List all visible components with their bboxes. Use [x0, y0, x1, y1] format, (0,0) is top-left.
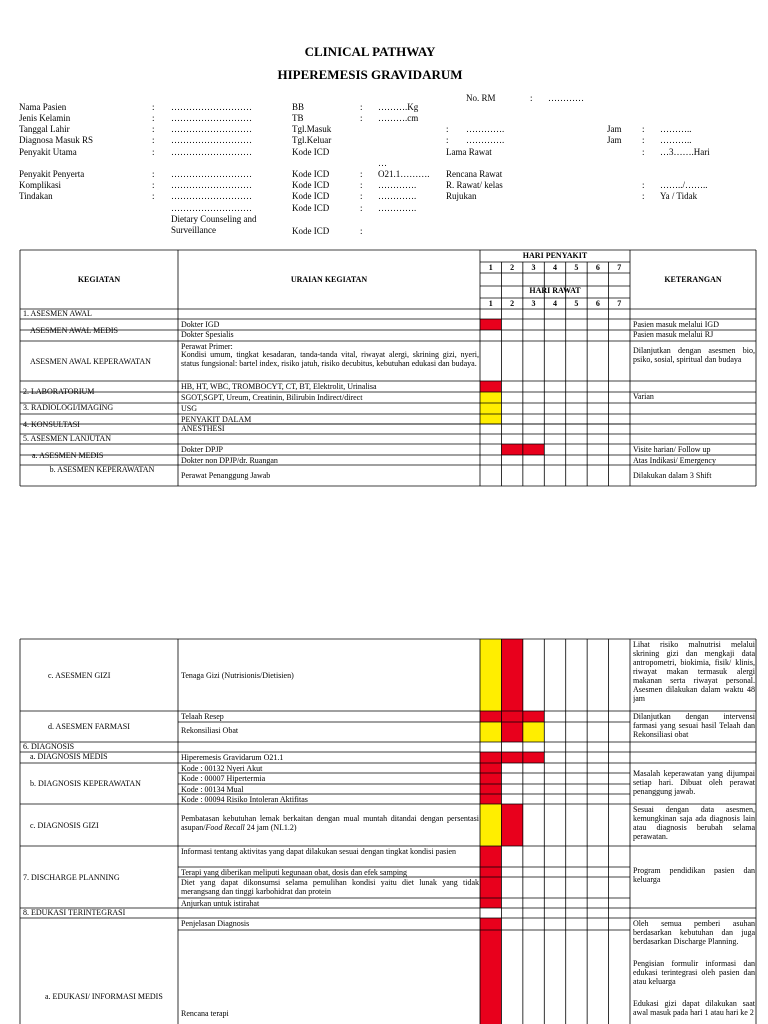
kegiatan-label: 2. LABORATORIUM	[23, 386, 95, 396]
patient-label: Diagnosa Masuk RS	[19, 135, 93, 145]
value-dots: ………………………	[171, 191, 252, 201]
uraian-text: Rencana terapi	[181, 1009, 229, 1018]
value-dots: ………………………	[171, 180, 252, 190]
value-dots: ………………………	[171, 135, 252, 145]
day-cell-red	[480, 319, 501, 330]
colon: :	[152, 102, 155, 112]
uraian-text: USG	[181, 404, 198, 413]
colon: :	[360, 169, 363, 179]
colon: :	[446, 135, 449, 145]
kode-icd-last-label: Kode ICD	[292, 226, 330, 236]
day-cell-red	[480, 752, 501, 763]
rm-value: …………	[548, 93, 584, 103]
kode-icd-last-colon: :	[360, 226, 363, 236]
kegiatan-label: 5. ASESMEN LANJUTAN	[23, 434, 112, 443]
r-rawat-label: R. Rawat/ kelas	[446, 180, 503, 190]
keterangan-text: Dilakukan dalam 3 Shift	[633, 471, 712, 480]
uraian-text: HB, HT, WBC, TROMBOCYT, CT, BT, Elektrolit, Urinalisa	[181, 382, 377, 391]
value-dots: ………….	[466, 124, 505, 134]
value-dots: ………………………	[171, 102, 252, 112]
patient-label: Komplikasi	[19, 180, 61, 190]
uraian-text: Perawat Penanggung Jawab	[181, 471, 271, 480]
kode-icd-value: ………….	[378, 180, 417, 190]
patient-label: Jenis Kelamin	[19, 113, 71, 123]
patient-label: Tindakan	[19, 191, 53, 201]
kegiatan-label: a. DIAGNOSIS MEDIS	[30, 752, 108, 761]
day-cell-red	[480, 763, 501, 804]
day-cell-red	[501, 711, 522, 722]
day-number: 1	[488, 299, 493, 308]
dietary-line-1: Dietary Counseling and	[171, 214, 257, 224]
uraian-text: Dokter non DPJP/dr. Ruangan	[181, 456, 278, 465]
day-cell-yellow	[480, 639, 501, 711]
patient-label: Tanggal Lahir	[19, 124, 70, 134]
day-cell-red	[523, 752, 544, 763]
kegiatan-label: c. DIAGNOSIS GIZI	[30, 820, 99, 830]
uraian-text: ANESTHESI	[181, 424, 225, 433]
keterangan-text: Edukasi gizi dapat dilakukan saat awal masuk pada hari 1 atau hari ke 2	[633, 999, 755, 1017]
kegiatan-label: b. ASESMEN KEPERAWATAN	[49, 465, 155, 474]
mid-label: TB	[292, 113, 304, 123]
day-number: 4	[552, 299, 557, 308]
colon: :	[642, 147, 645, 157]
colon: :	[642, 180, 645, 190]
colon: :	[642, 124, 645, 134]
colon: :	[360, 180, 363, 190]
mid-label: Kode ICD	[292, 180, 330, 190]
kegiatan-label: d. ASESMEN FARMASI	[48, 722, 130, 731]
day-number: 2	[510, 263, 515, 272]
day-cell-red	[501, 444, 522, 455]
day-cell-yellow	[480, 414, 501, 424]
uraian-text: Informasi tentang aktivitas yang dapat dilakukan sesuai dengan tingkat kondisi pasien	[181, 847, 457, 856]
header-hari-penyakit: HARI PENYAKIT	[522, 251, 588, 260]
day-number: 5	[574, 299, 579, 308]
uraian-text: Hiperemesis Gravidarum O21.1	[181, 753, 284, 762]
rm-label: No. RM	[466, 93, 496, 103]
header-keterangan: KETERANGAN	[664, 275, 722, 284]
value-dots: ………….	[466, 135, 505, 145]
value-dots: ………………………	[171, 169, 252, 179]
jam-value: ………..	[660, 124, 692, 134]
colon: :	[152, 135, 155, 145]
uraian-text: SGOT,SGPT, Ureum, Creatinin, Bilirubin Indirect/direct	[181, 393, 363, 402]
day-cell-yellow	[480, 403, 501, 414]
day-cell-red	[501, 804, 522, 846]
keterangan-text: Visite harian/ Follow up	[633, 445, 711, 454]
kegiatan-label: c. ASESMEN GIZI	[48, 670, 111, 680]
day-cell-red	[501, 752, 522, 763]
day-cell-red	[480, 711, 501, 722]
keterangan-text: Program pendidikan pasien dan keluarga	[633, 866, 755, 884]
day-cell-yellow	[480, 804, 501, 846]
mid-label: Kode ICD	[292, 191, 330, 201]
day-number: 6	[595, 263, 600, 272]
header-hari-rawat: HARI RAWAT	[529, 286, 581, 295]
keterangan-text: Sesuai dengan data asesmen, kemungkinan saja ada diagnosis lain atau diagnosis berubah selama perawatan.	[633, 805, 755, 841]
value-dots: ………………………	[171, 124, 252, 134]
colon: :	[152, 191, 155, 201]
kegiatan-label: a. EDUKASI/ INFORMASI MEDIS	[45, 992, 163, 1001]
kegiatan-label: 6. DIAGNOSIS	[23, 742, 75, 751]
keterangan-text: Pengisian formulir informasi dan edukasi terintegrasi oleh pasien dan atau keluarga	[633, 959, 755, 986]
uraian-text: Pembatasan kebutuhan lemak berkaitan dengan mual muntah ditandai dengan persentasi asupan/Food Recall 24 jam (NI.1.2)	[181, 814, 479, 832]
mid-label: BB	[292, 102, 305, 112]
keterangan-text: Pasien masuk melalui RJ	[633, 330, 714, 339]
kode-icd-value: ………….	[378, 191, 417, 201]
lama-rawat-value: …3…….Hari	[660, 147, 710, 157]
jam-label: Jam	[607, 124, 622, 134]
colon: :	[360, 102, 363, 112]
page-subtitle: HIPEREMESIS GRAVIDARUM	[277, 67, 463, 82]
value-dots: ………………………	[171, 147, 252, 157]
uraian-text: Kode : 00007 Hipertermia	[181, 774, 266, 783]
kegiatan-label: ASESMEN AWAL KEPERAWATAN	[30, 356, 151, 366]
day-number: 2	[510, 299, 515, 308]
uraian-text: Perawat Primer:	[181, 342, 233, 351]
uraian-text: Kode : 00094 Risiko Intoleran Aktifitas	[181, 795, 308, 804]
mid-label: Kode ICD	[292, 203, 330, 213]
day-number: 1	[488, 263, 493, 272]
kegiatan-label: 8. EDUKASI TERINTEGRASI	[23, 908, 126, 917]
mid-value: ……….Kg	[378, 102, 419, 112]
uraian-text: Kode : 00134 Mual	[181, 785, 244, 794]
day-number: 5	[574, 263, 579, 272]
rencana-rawat-label: Rencana Rawat	[446, 169, 503, 179]
day-cell-yellow	[480, 722, 501, 742]
mid-label: Tgl.Masuk	[292, 124, 332, 134]
colon: :	[152, 113, 155, 123]
day-cell-red	[501, 639, 522, 711]
uraian-text: Kode : 00132 Nyeri Akut	[181, 764, 263, 773]
day-cell-yellow	[480, 392, 501, 403]
day-number: 7	[617, 263, 622, 272]
kegiatan-label: 7. DISCHARGE PLANNING	[23, 872, 120, 882]
colon: :	[642, 135, 645, 145]
uraian-text: Diet yang dapat dikonsumsi selama pemulihan kondisi yaitu diet lunak yang tidak merangsang dan tinggi karbohidrat dan protein	[181, 878, 479, 896]
rujukan-value: Ya / Tidak	[660, 191, 698, 201]
jam-value: ………..	[660, 135, 692, 145]
uraian-text: Terapi yang diberikan meliputi kegunaan obat, dosis dan efek samping	[181, 868, 408, 877]
uraian-text: Dokter Spesialis	[181, 330, 234, 339]
uraian-text: Dokter IGD	[181, 320, 220, 329]
keterangan-text: Varian	[633, 392, 654, 401]
uraian-text: Anjurkan untuk istirahat	[181, 899, 260, 908]
kegiatan-label: 3. RADIOLOGI/IMAGING	[23, 403, 114, 412]
colon: :	[446, 124, 449, 134]
uraian-text: PENYAKIT DALAM	[181, 415, 252, 424]
day-cell-red	[523, 444, 544, 455]
patient-label: Penyakit Utama	[19, 147, 77, 157]
kode-icd-value: O21.1……….	[378, 169, 430, 179]
lama-rawat-label: Lama Rawat	[446, 147, 492, 157]
uraian-text: Dokter DPJP	[181, 445, 224, 454]
value-dots: ………………………	[171, 113, 252, 123]
uraian-text: Rekonsiliasi Obat	[181, 726, 239, 735]
keterangan-text: Dilanjutkan dengan asesmen bio, psiko, sosial, spiritual dan budaya	[633, 346, 755, 364]
mid-label: Kode ICD	[292, 147, 330, 157]
uraian-text: Tenaga Gizi (Nutrisionis/Dietisien)	[181, 670, 294, 680]
mid-value: ……….cm	[378, 113, 419, 123]
keterangan-text: Masalah keperawatan yang dijumpai setiap hari. Dibuat oleh perawat penanggung jawab.	[633, 769, 755, 796]
kegiatan-label: ASESMEN AWAL MEDIS	[30, 325, 118, 335]
day-number: 4	[552, 263, 557, 272]
page-title: CLINICAL PATHWAY	[304, 44, 436, 59]
keterangan-text: Dilanjutkan dengan intervensi farmasi yang sesuai hasil Telaah dan Rekonsiliasi obat	[633, 712, 755, 739]
jam-label: Jam	[607, 135, 622, 145]
header-uraian: URAIAN KEGIATAN	[290, 275, 368, 284]
dietary-line-2: Surveillance	[171, 225, 216, 235]
day-cell-red	[480, 381, 501, 392]
keterangan-text: Oleh semua pemberi asuhan berdasarkan kebutuhan dan juga berdasarkan Discharge Planning.	[633, 919, 755, 946]
colon: :	[360, 191, 363, 201]
value-dots: ………………………	[171, 203, 252, 213]
uraian-text: Telaah Resep	[181, 712, 224, 721]
mid-label: Kode ICD	[292, 169, 330, 179]
rujukan-label: Rujukan	[446, 191, 477, 201]
patient-label: Nama Pasien	[19, 102, 67, 112]
keterangan-text: Atas Indikasi/ Emergency	[633, 456, 716, 465]
kegiatan-label: 1. ASESMEN AWAL	[23, 309, 92, 318]
r-rawat-value: ……../……..	[660, 180, 708, 190]
kode-icd-dots: …	[378, 158, 387, 168]
day-number: 3	[531, 299, 536, 308]
keterangan-text: Pasien masuk melalui IGD	[633, 320, 719, 329]
colon: :	[642, 191, 645, 201]
uraian-text: Penjelasan Diagnosis	[181, 919, 250, 928]
kegiatan-label: b. DIAGNOSIS KEPERAWATAN	[30, 779, 141, 788]
day-number: 6	[595, 299, 600, 308]
patient-label: Penyakit Penyerta	[19, 169, 85, 179]
colon: :	[152, 147, 155, 157]
colon: :	[152, 180, 155, 190]
colon: :	[360, 113, 363, 123]
mid-label: Tgl.Keluar	[292, 135, 332, 145]
colon: :	[360, 203, 363, 213]
keterangan-text: Lihat risiko malnutrisi melalui skrining gizi dan mengkaji data antropometri, biokimia, fisik/ klinis, riwayat makan termasuk alergi makanan serta riwayat personal. Asesmen dilakukan dalam waktu 48 jam	[633, 640, 755, 703]
day-cell-red	[523, 711, 544, 722]
colon: :	[152, 124, 155, 134]
kegiatan-label: a. ASESMEN MEDIS	[32, 450, 104, 460]
day-cell-yellow	[523, 722, 544, 742]
uraian-text: Kondisi umum, tingkat kesadaran, tanda-tanda vital, riwayat alergi, skrining gizi, nyeri, status fungsional: bartel index, risiko jatuh, risiko decubitus, kebutuhan edukasi dan budaya.	[181, 350, 479, 368]
header-kegiatan: KEGIATAN	[77, 275, 121, 284]
day-number: 3	[531, 263, 536, 272]
kegiatan-label: 4. KONSULTASI	[23, 419, 80, 429]
day-cell-red	[501, 722, 522, 742]
rm-colon: :	[530, 93, 533, 103]
day-cell-red	[480, 918, 501, 1024]
day-number: 7	[617, 299, 622, 308]
kode-icd-value: ………….	[378, 203, 417, 213]
colon: :	[152, 169, 155, 179]
